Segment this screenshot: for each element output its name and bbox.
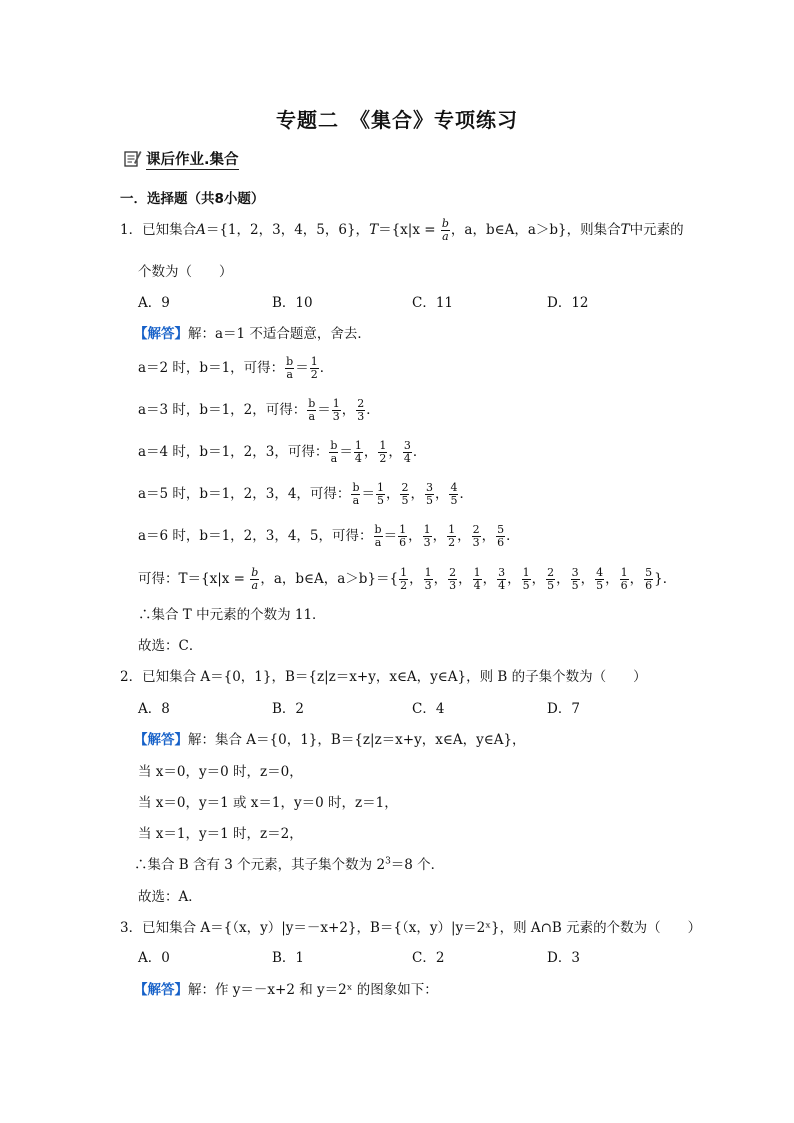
fraction: $\frac{2}{3}$ — [449, 566, 457, 592]
option-b[interactable]: B．2 — [272, 701, 305, 717]
q1-choice: 故选：C． — [138, 638, 203, 654]
answer-tag: 【解答】 — [134, 326, 188, 342]
option-b[interactable]: B．10 — [272, 295, 313, 311]
section-heading — [122, 148, 239, 169]
option-c[interactable]: C．2 — [412, 950, 445, 966]
q1-conclusion: ∴集合 T 中元素的个数为 11． — [138, 607, 326, 623]
q2-solution-line: 当 x＝1，y＝1 时，z＝2， — [138, 826, 303, 842]
q1-solution-row: a＝3 时，b＝1，2，可得： $\frac{b}{a}$ ＝ $\frac{1}{3}$ ， $\frac{2}{3}$ ． — [138, 397, 380, 423]
option-d[interactable]: D．12 — [547, 295, 589, 311]
fraction: $\frac{5}{6}$ — [645, 566, 653, 592]
q2-conclusion: ∴集合 B 含有 3 个元素，其子集个数为 $2^3=8$ 个． — [134, 856, 445, 873]
homework-icon — [122, 148, 142, 168]
fraction: $\frac{1}{2}$ — [400, 566, 408, 592]
q2-solution-line: 当 x＝0，y＝1 或 x＝1，y＝0 时，z＝1， — [138, 795, 398, 811]
fraction: $\frac{1}{6}$ — [399, 523, 407, 549]
fraction: $\frac{b}{a}$ — [330, 439, 338, 465]
option-a[interactable]: A．8 — [138, 701, 170, 717]
fraction: $\frac{1}{2}$ — [310, 355, 318, 381]
fraction: $\frac{1}{4}$ — [473, 566, 481, 592]
subsection-heading: 一．选择题（共8小题） — [120, 191, 265, 207]
fraction: $\frac{3}{5}$ — [425, 481, 433, 507]
fraction: $\frac{1}{2}$ — [379, 439, 387, 465]
fraction: $\frac{3}{4}$ — [498, 566, 506, 592]
fraction: $\frac{1}{2}$ — [448, 523, 456, 549]
page-title: 专题二 《集合》专项练习 — [276, 108, 518, 132]
q1-solution-row: a＝2 时，b＝1，可得： $\frac{b}{a}$ ＝ $\frac{1}{2}$ ． — [138, 355, 334, 381]
fraction: $\frac{b}{a}$ — [441, 217, 449, 243]
fraction: $\frac{1}{5}$ — [376, 481, 384, 507]
fraction: $\frac{1}{5}$ — [522, 566, 530, 592]
q2-solution-intro: 【解答】解：集合 A＝{0，1}，B＝{z|z＝x+y，x∈A，y∈A}， — [134, 732, 526, 748]
fraction: $\frac{b}{a}$ — [352, 481, 360, 507]
fraction: $\frac{1}{3}$ — [424, 566, 432, 592]
result-fractions: $\frac{1}{2}$ ， $\frac{1}{3}$ ， $\frac{2}{3}$ ， $\frac{1}{4}$ ， $\frac{3}{4}$ ， $\frac{1}{5}$ ， $\frac{2}{5}$ ， $\frac{3}{5}$ ， $\frac{4}{5}$ ， $\frac{1}{6}$ ， $\frac{5}{6}$ — [400, 566, 653, 592]
q1-solution-row: a＝4 时，b＝1，2，3，可得： $\frac{b}{a}$ ＝ $\frac{1}{4}$ ， $\frac{1}{2}$ ， $\frac{3}{4}$ ． — [138, 439, 427, 465]
fraction: $\frac{2}{3}$ — [357, 397, 365, 423]
fraction: $\frac{b}{a}$ — [374, 523, 382, 549]
q3-stem: 3．已知集合 A＝{（x，y）|y＝－x+2}，B＝{（x，y）|y＝2ˣ}，则 A∩B 元素的个数为（ ） — [120, 920, 702, 936]
fraction: $\frac{b}{a}$ — [286, 355, 294, 381]
fraction: $\frac{5}{6}$ — [497, 523, 505, 549]
fraction: $\frac{2}{5}$ — [547, 566, 555, 592]
option-d[interactable]: D．7 — [547, 701, 580, 717]
answer-tag: 【解答】 — [134, 982, 188, 998]
fraction: $\frac{1}{3}$ — [332, 397, 340, 423]
q2-solution-line: 当 x＝0，y＝0 时，z＝0， — [138, 764, 303, 780]
fraction: $\frac{1}{6}$ — [620, 566, 628, 592]
option-a[interactable]: A．9 — [138, 295, 170, 311]
answer-tag: 【解答】 — [134, 732, 188, 748]
fraction: $\frac{3}{4}$ — [403, 439, 411, 465]
q1-stem: 1．已知集合A＝{1，2，3，4，5，6}，T＝{x|x = $\frac{b}{a}$ ，a，b∈A，a＞b}，则集合T中元素的 — [120, 217, 684, 243]
q1-solution-row: a＝5 时，b＝1，2，3，4，可得： $\frac{b}{a}$ ＝ $\frac{1}{5}$ ， $\frac{2}{5}$ ， $\frac{3}{5}$ ， $\frac{4}{5}$ ． — [138, 481, 473, 507]
fraction: $\frac{4}{5}$ — [596, 566, 604, 592]
section-label: 课后作业.集合 — [146, 152, 239, 168]
option-d[interactable]: D．3 — [547, 950, 580, 966]
fraction: $\frac{1}{4}$ — [354, 439, 362, 465]
q3-solution: 【解答】解：作 y＝－x+2 和 y＝2ˣ 的图象如下： — [134, 982, 438, 998]
q1-result: 可得：T＝{x|x = $\frac{b}{a}$ ，a，b∈A，a＞b}＝{ $\frac{1}{2}$ ， $\frac{1}{3}$ ， $\frac{2}{3}$ ， $\frac{1}{4}$ ， $\frac{3}{4}$ ， $\frac{1}{5}$ ， $\frac{2}{5}$ ， $\frac{3}{5}$ ， $\frac{4}{5}$ ， $\frac{1}{6}$ ， $\frac{5}{6}$ }． — [138, 566, 677, 592]
fraction: $\frac{4}{5}$ — [450, 481, 458, 507]
q2-choice: 故选：A． — [138, 889, 202, 905]
fraction: $\frac{2}{3}$ — [472, 523, 480, 549]
fraction: $\frac{2}{5}$ — [401, 481, 409, 507]
option-c[interactable]: C．4 — [412, 701, 445, 717]
fraction: $\frac{1}{3}$ — [423, 523, 431, 549]
q2-stem: 2．已知集合 A＝{0，1}，B＝{z|z＝x+y，x∈A，y∈A}，则 B 的子集个数为（ ） — [120, 669, 647, 685]
option-c[interactable]: C．11 — [412, 295, 454, 311]
q1-stem-cont: 个数为（ ） — [138, 264, 233, 280]
q1-solution-row: a＝6 时，b＝1，2，3，4，5，可得： $\frac{b}{a}$ ＝ $\frac{1}{6}$ ， $\frac{1}{3}$ ， $\frac{1}{2}$ ， $\frac{2}{3}$ ， $\frac{5}{6}$ ． — [138, 523, 520, 549]
q1-solution-intro: 【解答】解：a＝1 不适合题意，舍去． — [134, 326, 371, 342]
fraction: $\frac{3}{5}$ — [571, 566, 579, 592]
option-b[interactable]: B．1 — [272, 950, 305, 966]
fraction: $\frac{b}{a}$ — [251, 566, 259, 592]
option-a[interactable]: A．0 — [138, 950, 170, 966]
fraction: $\frac{b}{a}$ — [308, 397, 316, 423]
